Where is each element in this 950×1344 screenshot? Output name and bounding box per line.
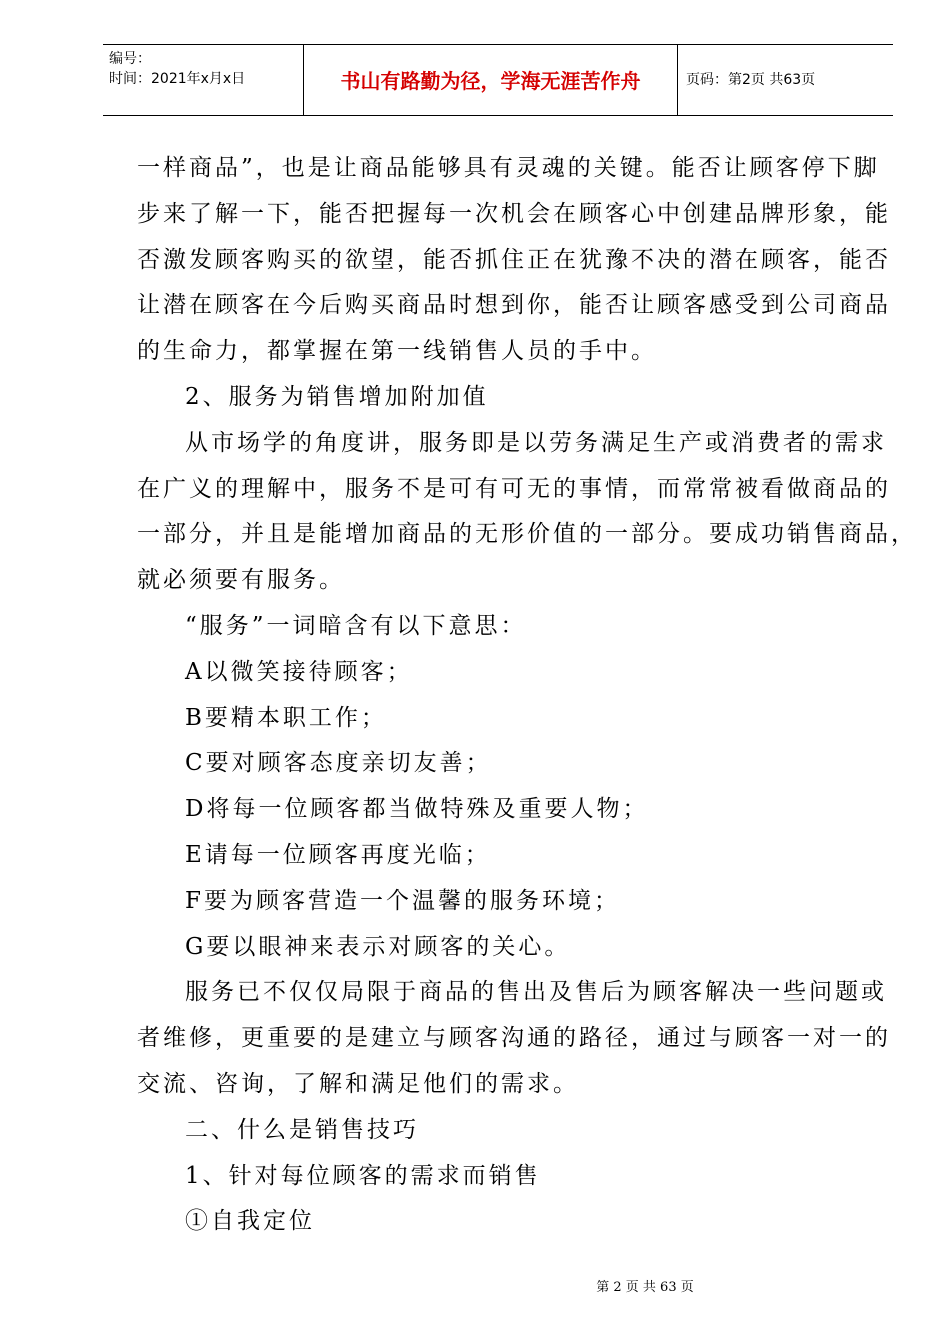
section-heading: 1、针对每位顾客的需求而销售 (185, 1162, 541, 1189)
body-line: 服务已不仅仅局限于商品的售出及售后为顾客解决一些问题或 (185, 979, 887, 1006)
list-item: D将每一位顾客都当做特殊及重要人物； (185, 796, 649, 823)
list-item: B要精本职工作； (185, 704, 387, 731)
body-line: “服务”一词暗含有以下意思： (185, 612, 527, 639)
list-item: A以微笑接待顾客； (185, 658, 413, 685)
body-line: 一样商品”，也是让商品能够具有灵魂的关键。能否让顾客停下脚 (137, 155, 880, 181)
section-heading: 2、服务为销售增加附加值 (185, 383, 489, 410)
section-heading: ①自我定位 (185, 1208, 315, 1235)
body-line: 从市场学的角度讲，服务即是以劳务满足生产或消费者的需求 (185, 429, 887, 456)
body-line: 的生命力，都掌握在第一线销售人员的手中。 (137, 338, 657, 365)
document-body (137, 146, 917, 1245)
body-line: 就必须要有服务。 (137, 567, 345, 594)
list-item: E请每一位顾客再度光临； (185, 841, 491, 868)
document-number-label: 编号： (109, 51, 151, 67)
document-header (103, 44, 893, 116)
page-footer (0, 1280, 950, 1296)
header-meta-cell (103, 45, 304, 115)
body-line: 在广义的理解中，服务不是可有可无的事情，而常常被看做商品的 (137, 475, 891, 502)
body-line: 让潜在顾客在今后购买商品时想到你，能否让顾客感受到公司商品 (137, 292, 891, 319)
body-line: 交流、咨询，了解和满足他们的需求。 (137, 1070, 579, 1097)
list-item: C要对顾客态度亲切友善； (185, 750, 492, 777)
footer-page-number: 第 2 页 共 63 页 (596, 1280, 694, 1295)
body-line: 者维修，更重要的是建立与顾客沟通的路径，通过与顾客一对一的 (137, 1025, 891, 1052)
header-page-info: 页码：第2页 共63页 (686, 72, 816, 88)
body-line: 否激发顾客购买的欲望，能否抓住正在犹豫不决的潜在顾客，能否 (137, 246, 891, 273)
list-item: F要为顾客营造一个温馨的服务环境； (185, 887, 620, 914)
header-motto-cell (304, 45, 678, 115)
header-page-cell (678, 45, 893, 115)
body-line: 一部分，并且是能增加商品的无形价值的一部分。要成功销售商品， (137, 521, 917, 548)
header-motto: 书山有路勤为径，学海无涯苦作舟 (340, 69, 641, 93)
body-line: 步来了解一下，能否把握每一次机会在顾客心中创建品牌形象，能 (137, 200, 891, 227)
list-item: G要以眼神来表示对顾客的关心。 (185, 933, 571, 960)
document-date: 时间：2021年x月x日 (109, 71, 246, 87)
section-heading: 二、什么是销售技巧 (185, 1116, 419, 1143)
